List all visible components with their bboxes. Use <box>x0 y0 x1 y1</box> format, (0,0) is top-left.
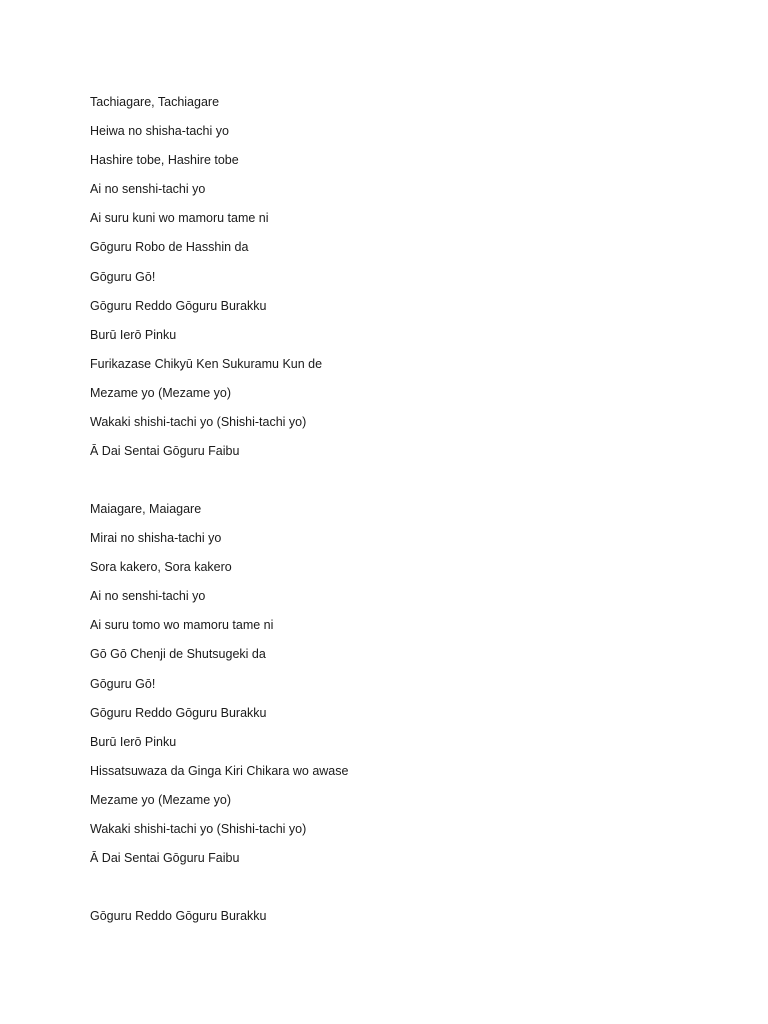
lyric-line: Furikazase Chikyū Ken Sukuramu Kun de <box>90 356 323 371</box>
lyric-line: Mirai no shisha-tachi yo <box>90 531 222 546</box>
lyric-line: Maiagare, Maiagare <box>90 502 202 516</box>
lyrics-stanza-3 <box>90 907 267 936</box>
lyric-line: Sora kakero, Sora kakero <box>90 560 232 575</box>
lyric-line: Ai suru kuni wo mamoru tame ni <box>90 211 269 226</box>
lyric-line: Mezame yo (Mezame yo) <box>90 385 232 400</box>
lyric-line: Hissatsuwaza da Ginga Kiri Chikara wo awase <box>90 763 349 778</box>
lyric-line: Hashire tobe, Hashire tobe <box>90 153 239 168</box>
lyric-line: Gōguru Reddo Gōguru Burakku <box>90 909 267 923</box>
lyrics-stanza-1 <box>90 93 322 471</box>
lyric-line: Gō Gō Chenji de Shutsugeki da <box>90 647 266 662</box>
lyric-line: Heiwa no shisha-tachi yo <box>90 124 229 139</box>
lyric-line: Ai no senshi-tachi yo <box>90 182 206 197</box>
lyric-line: Wakaki shishi-tachi yo (Shishi-tachi yo) <box>90 822 307 837</box>
lyric-line: Mezame yo (Mezame yo) <box>90 792 232 807</box>
lyric-line: Tachiagare, Tachiagare <box>90 95 220 109</box>
lyric-line: Wakaki shishi-tachi yo (Shishi-tachi yo) <box>90 415 307 430</box>
lyric-line: Burū Ierō Pinku <box>90 327 177 342</box>
lyric-line: Ā Dai Sentai Gōguru Faibu <box>90 851 240 866</box>
lyric-line: Gōguru Reddo Gōguru Burakku <box>90 298 267 313</box>
lyric-line: Gōguru Robo de Hasshin da <box>90 240 249 255</box>
lyric-line: Ai no senshi-tachi yo <box>90 589 206 604</box>
lyric-line: Gōguru Gō! <box>90 269 156 284</box>
lyrics-stanza-2 <box>90 500 348 878</box>
lyric-line: Ai suru tomo wo mamoru tame ni <box>90 618 274 633</box>
lyric-line: Gōguru Gō! <box>90 676 156 691</box>
lyric-line: Gōguru Reddo Gōguru Burakku <box>90 705 267 720</box>
lyric-line: Ā Dai Sentai Gōguru Faibu <box>90 444 240 459</box>
lyric-line: Burū Ierō Pinku <box>90 734 177 749</box>
